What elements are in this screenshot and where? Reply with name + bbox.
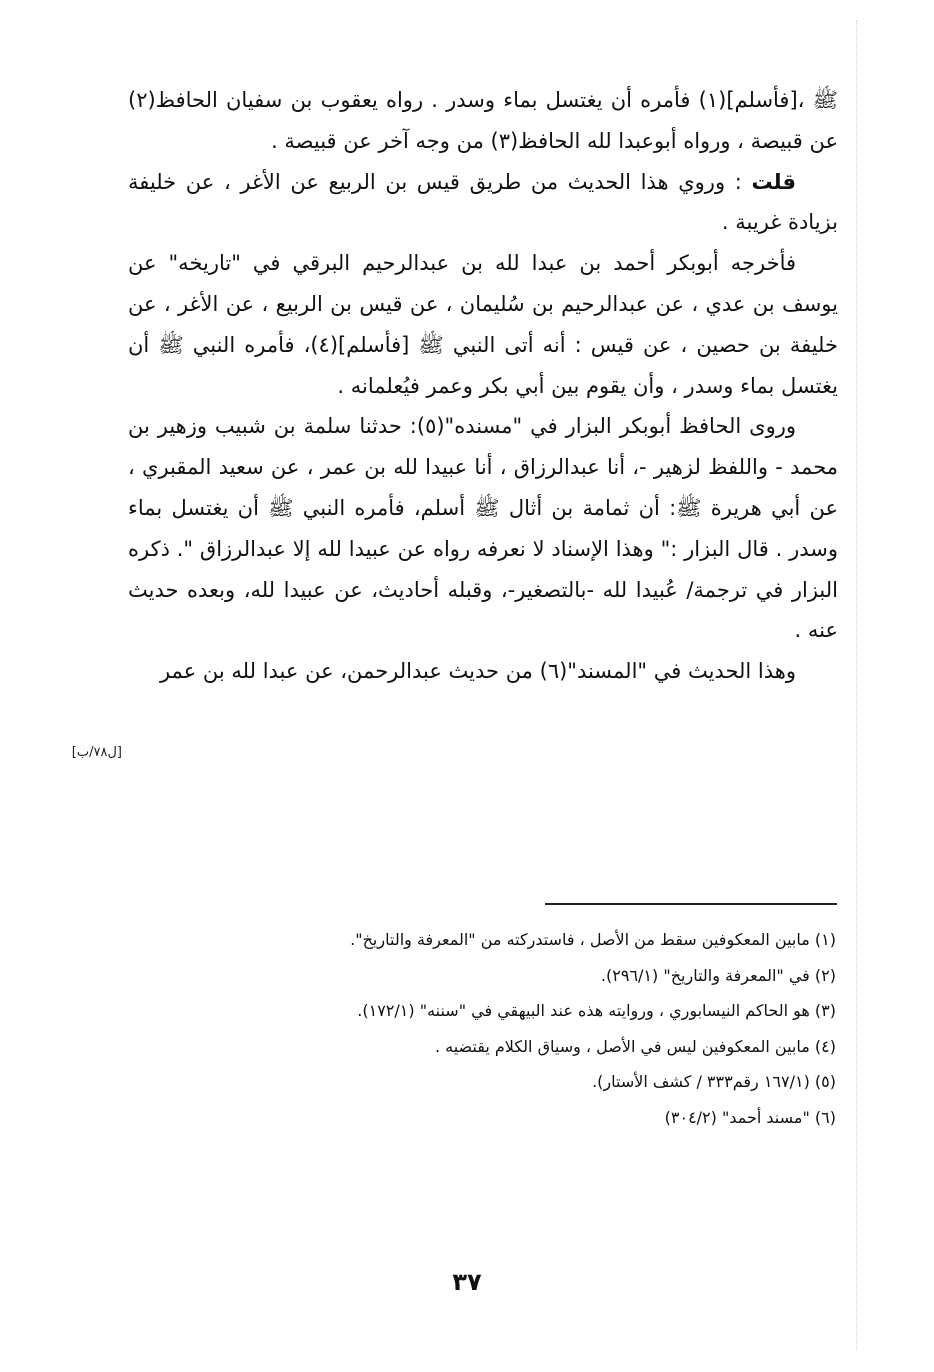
paragraph-5 [128,651,838,692]
scan-margin-line [856,20,857,1350]
footnote-3: (٣) هو الحاكم النيسابوري ، وروايته هذه عند البيهقي في "سننه" (١٧٢/١). [357,1001,836,1020]
paragraph-2-lead: قلت [751,169,796,194]
paragraph-2 [128,162,838,244]
paragraph-1 [128,80,838,162]
paragraph-1-text: ﷺ ،[فأسلم](١) فأمره أن يغتسل بماء وسدر . رواه يعقوب بن سفيان الحافظ(٢) عن قبيصة ، ورواه أبوعبدا لله الحافظ(٣) من وجه آخر عن قبيصة . [128,88,838,153]
paragraph-4-text: وروى الحافظ أبوبكر البزار في "مسنده"(٥): حدثنا سلمة بن شبيب وزهير بن محمد - واللفظ لزهير -، أنا عبدالرزاق ، أنا عبيدا لله بن عمر ، عن سعيد المقبري ، عن أبي هريرة ﷺ: أن ثمامة بن أثال ﷺ أسلم، فأمره النبي ﷺ أن يغتسل بماء وسدر . قال البزار :" وهذا الإسناد لا نعرفه رواه عن عبيدا لله إلا عبدالرزاق ". ذكره البزار في ترجمة/ عُبيدا لله -بالتصغير-، وقبله أحاديث، عن عبيدا لله، وبعده حديث عنه . [128,414,838,643]
paragraph-2-text: : وروي هذا الحديث من طريق قيس بن الربيع عن الأغر ، عن خليفة بزيادة غريبة . [128,169,838,235]
paragraph-4 [128,406,838,651]
manuscript-folio-marker: [ل٧٨/ب] [71,745,122,760]
footnote-2: (٢) في "المعرفة والتاريخ" (٢٩٦/١). [600,965,836,985]
paragraph-3-text: فأخرجه أبوبكر أحمد بن عبدا لله بن عبدالرحيم البرقي في "تاريخه" عن يوسف بن عدي ، عن عبدالرحيم بن سُليمان ، عن قيس بن الربيع ، عن الأغر ، عن خليفة بن حصين ، عن قيس : أنه أتى النبي ﷺ [فأسلم](٤)، فأمره النبي ﷺ أن يغتسل بماء وسدر ، وأن يقوم بين أبي بكر وعمر فيُعلمانه . [128,251,838,398]
footnote-4: (٤) مابين المعكوفين ليس في الأصل ، وسياق الكلام يقتضيه . [434,1036,836,1056]
footnote-1: (١) مابين المعكوفين سقط من الأصل ، فاستدركته من "المعرفة والتاريخ". [350,930,836,949]
footnote-5: (٥) (١٦٧/١ رقم٣٣٣ / كشف الأستار). [592,1072,836,1091]
footnote-separator [545,903,837,905]
footnotes [128,922,836,1135]
paragraph-3 [128,243,838,406]
footnote-6: (٦) "مسند أحمد" (٣٠٤/٢) [664,1107,836,1127]
paragraph-5-text: وهذا الحديث في "المسند"(٦) من حديث عبدالرحمن، عن عبدا لله بن عمر [159,659,796,684]
main-text [128,80,838,692]
page-number: ٣٧ [452,1268,482,1296]
